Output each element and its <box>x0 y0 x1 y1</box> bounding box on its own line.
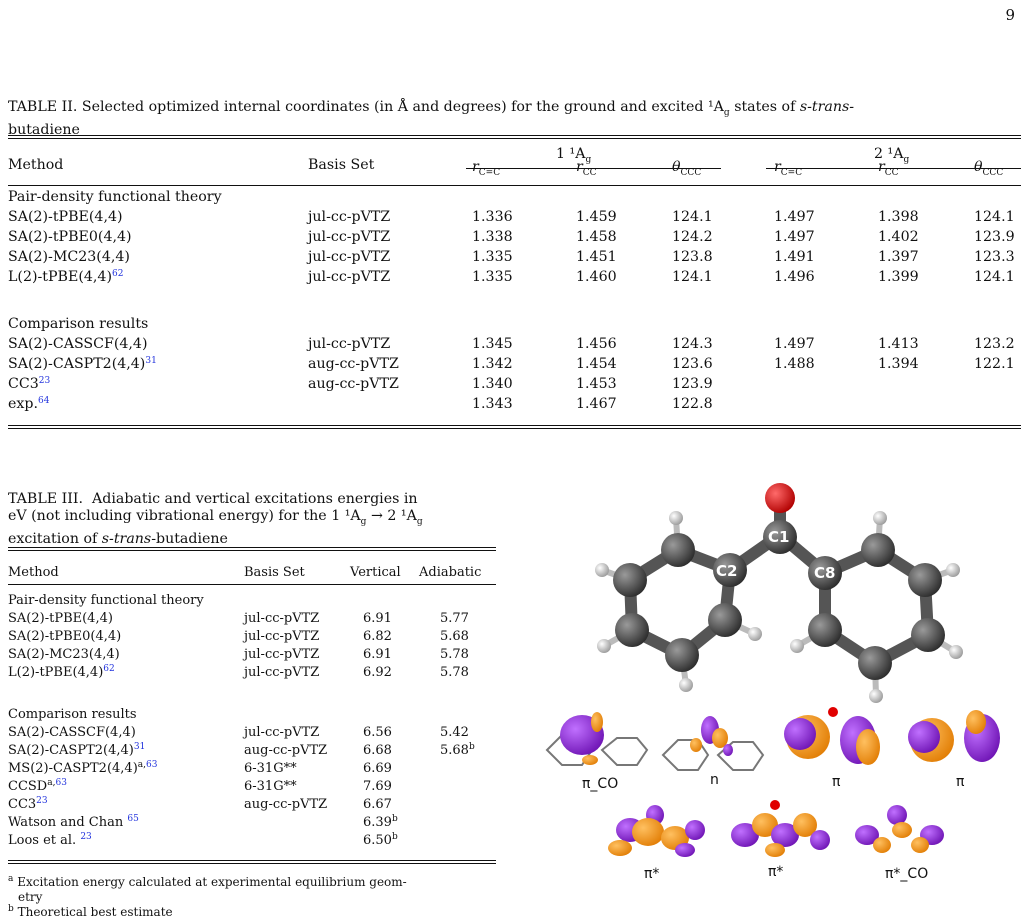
table3-row-vertical: 6.92 <box>363 665 392 680</box>
table3-row-vertical: 7.69 <box>363 779 392 794</box>
table3-row-basis: aug-cc-pVTZ <box>244 797 328 812</box>
table2-cell: 1.336 <box>472 209 513 225</box>
table2-cell: 123.6 <box>672 356 713 372</box>
table3-row-method: SA(2)-tPBE0(4,4) <box>8 629 122 644</box>
table2-cell: 1.488 <box>774 356 815 372</box>
table3-row-method: Watson and Chan $^{65}$ <box>8 814 139 830</box>
table3-row-vertical: 6.82 <box>363 629 392 644</box>
table3-col-vertical: Vertical <box>350 565 401 580</box>
table3-row-basis: 6-31G** <box>244 779 297 794</box>
table3-row-method: SA(2)-CASSCF(4,4) <box>8 725 136 740</box>
table2-cell: 1.451 <box>576 249 617 265</box>
table2-cell: 1.458 <box>576 229 617 245</box>
table3-row-adiabatic: 5.68 <box>440 629 469 644</box>
table3-row-method: SA(2)-CASPT2(4,4)$^{31}$ <box>8 742 146 758</box>
molecule-svg <box>520 470 1029 910</box>
table3-row-basis: jul-cc-pVTZ <box>244 725 320 740</box>
table2-row-basis: jul-cc-pVTZ <box>308 209 391 225</box>
table2-section-comparison: Comparison results <box>8 316 149 332</box>
table3-row-method: MS(2)-CASPT2(4,4)$^{a,63}$ <box>8 760 158 776</box>
table2-cell: 1.496 <box>774 269 815 285</box>
table3-row-vertical: 6.67 <box>363 797 392 812</box>
table2-section-pdft: Pair-density functional theory <box>8 189 222 205</box>
table2-row-method: SA(2)-tPBE0(4,4) <box>8 229 132 245</box>
table2-cell: 1.397 <box>878 249 919 265</box>
table2-cell: 123.9 <box>672 376 713 392</box>
orbital-label-pi-star-2: π* <box>768 864 784 880</box>
table2-row-method: SA(2)-CASSCF(4,4) <box>8 336 148 352</box>
table3-row-basis: jul-cc-pVTZ <box>244 647 320 662</box>
table3-row-vertical: 6.91 <box>363 647 392 662</box>
table3-row-method: Loos et al. $^{23}$ <box>8 832 92 848</box>
table2-cell: 122.8 <box>672 396 713 412</box>
table2-cell: 1.338 <box>472 229 513 245</box>
table2-cell: 1.491 <box>774 249 815 265</box>
table3-row-vertical: 6.69 <box>363 761 392 776</box>
table2-sub-rcc: $r_{CC}$ <box>576 159 597 178</box>
table2-caption-sub: g <box>723 107 730 118</box>
table2-sub-rcc-2: $r_{CC}$ <box>878 159 899 178</box>
benzophenone-figure <box>520 470 1029 910</box>
table2-cell: 1.454 <box>576 356 617 372</box>
table3-row-vertical: 6.91 <box>363 611 392 626</box>
table2-sub-theta-2: $\theta_{CCC}$ <box>974 159 1004 178</box>
orbital-label-pi-star-co: π*_CO <box>885 866 929 882</box>
atom-label-c1: C1 <box>768 528 790 546</box>
table2-col-basis: Basis Set <box>308 157 375 173</box>
table2-row-basis: jul-cc-pVTZ <box>308 249 391 265</box>
table3-row-method: CCSD$^{a,63}$ <box>8 778 67 794</box>
orbital-label-pi-star-1: π* <box>644 866 660 882</box>
table3-row-vertical: 6.68 <box>363 743 392 758</box>
table2-cell: 1.340 <box>472 376 513 392</box>
table2-cell: 1.497 <box>774 336 815 352</box>
table3-footnote-a: $^a$ Excitation energy calculated at experimental equilibrium geom- etry <box>8 874 407 904</box>
table2-caption-text: Selected optimized internal coordinates (in Å and degrees) for the ground and excited ¹A <box>81 99 724 115</box>
table2-cell: 1.335 <box>472 249 513 265</box>
table3 <box>8 547 496 867</box>
table2-caption-label: TABLE II. <box>8 99 78 115</box>
table2-cell: 1.460 <box>576 269 617 285</box>
table2-row-method: SA(2)-CASPT2(4,4)$^{31}$ <box>8 356 157 372</box>
orbital-label-pi-2: π <box>956 774 965 790</box>
table2-cell: 124.1 <box>672 269 713 285</box>
orbital-pi-1 <box>784 707 880 765</box>
table2-cell: 1.413 <box>878 336 919 352</box>
table3-row-method: SA(2)-tPBE(4,4) <box>8 611 113 626</box>
orbital-pi-star-2 <box>731 800 830 857</box>
table3-section-comparison: Comparison results <box>8 707 137 722</box>
table2-cell: 1.399 <box>878 269 919 285</box>
table3-row-basis: aug-cc-pVTZ <box>244 743 328 758</box>
table3-row-adiabatic: 5.42 <box>440 725 469 740</box>
table2-row-basis: jul-cc-pVTZ <box>308 269 391 285</box>
table2-cell: 1.342 <box>472 356 513 372</box>
table3-footnote-b: $^b$ Theoretical best estimate <box>8 904 173 919</box>
orbital-pi-star-co <box>855 805 944 853</box>
table3-section-pdft: Pair-density functional theory <box>8 593 204 608</box>
table2-cell: 1.453 <box>576 376 617 392</box>
table3-col-basis: Basis Set <box>244 565 305 580</box>
table2-cell: 124.1 <box>672 209 713 225</box>
table2-row-method: SA(2)-tPBE(4,4) <box>8 209 123 225</box>
orbital-pi-star-1 <box>608 805 705 857</box>
table2-cell: 1.456 <box>576 336 617 352</box>
table3-caption: TABLE III. Adiabatic and vertical excitations energies in eV (not including vibrational energy) for the 1 $^1A_g \to 2$ $^1A_g$ excitation of s-trans-butadiene <box>8 491 423 547</box>
table2-cell: 123.3 <box>974 249 1015 265</box>
table3-col-adiabatic: Adiabatic <box>419 565 482 580</box>
table2-group1: 1 $^1A_g$ <box>556 146 592 165</box>
table2-cell: 124.1 <box>974 209 1015 225</box>
table2-group2: 2 $^1A_g$ <box>874 146 910 165</box>
table2-cell: 1.343 <box>472 396 513 412</box>
table3-row-basis: jul-cc-pVTZ <box>244 665 320 680</box>
table2-cell: 122.1 <box>974 356 1015 372</box>
table3-col-method: Method <box>8 565 59 580</box>
table2-cell: 123.9 <box>974 229 1015 245</box>
table2-cell: 1.467 <box>576 396 617 412</box>
orbital-pi-co <box>547 712 647 765</box>
table3-row-vertical: 6.50$^b$ <box>363 832 398 848</box>
table2-row-basis: aug-cc-pVTZ <box>308 356 399 372</box>
orbital-label-pi-co: π_CO <box>582 776 619 792</box>
oxygen-atom <box>765 483 795 513</box>
table2-cell: 1.398 <box>878 209 919 225</box>
table3-caption-label: TABLE III. <box>8 491 83 507</box>
orbital-label-pi-1: π <box>832 774 841 790</box>
table2-sub-theta: $\theta_{CCC}$ <box>672 159 702 178</box>
page-number: 9 <box>1005 6 1015 24</box>
table3-row-method: CC3$^{23}$ <box>8 796 48 812</box>
table2-cell: 1.335 <box>472 269 513 285</box>
table3-row-adiabatic: 5.78 <box>440 665 469 680</box>
table2-col-method: Method <box>8 157 64 173</box>
table3-row-method: L(2)-tPBE(4,4)$^{62}$ <box>8 664 115 680</box>
table3-row-vertical: 6.39$^b$ <box>363 814 398 830</box>
table2-caption-text-b: states of <box>734 99 796 115</box>
table2-row-basis: aug-cc-pVTZ <box>308 376 399 392</box>
orbital-pi-2 <box>908 710 1000 762</box>
atom-label-c8: C8 <box>814 564 836 582</box>
table3-row-adiabatic: 5.68$^b$ <box>440 742 475 758</box>
table2-row-basis: jul-cc-pVTZ <box>308 336 391 352</box>
table2-row-method: SA(2)-MC23(4,4) <box>8 249 130 265</box>
table2-cell: 1.459 <box>576 209 617 225</box>
table2-cell: 1.402 <box>878 229 919 245</box>
table3-row-basis: jul-cc-pVTZ <box>244 611 320 626</box>
table2-row-basis: jul-cc-pVTZ <box>308 229 391 245</box>
table2-cell: 1.497 <box>774 209 815 225</box>
table3-row-basis: 6-31G** <box>244 761 297 776</box>
table2-cell: 1.497 <box>774 229 815 245</box>
table2-caption-italic: s-trans- <box>799 99 855 115</box>
table3-row-vertical: 6.56 <box>363 725 392 740</box>
table2-sub-rcc-double-2: $r_{C=C}$ <box>774 159 803 178</box>
table2-cell: 124.1 <box>974 269 1015 285</box>
table2-cell: 123.2 <box>974 336 1015 352</box>
orbital-label-n: n <box>710 772 719 788</box>
table2-row-method: L(2)-tPBE(4,4)$^{62}$ <box>8 269 124 285</box>
table2-caption <box>8 99 1021 139</box>
table2-cell: 124.3 <box>672 336 713 352</box>
table3-row-method: SA(2)-MC23(4,4) <box>8 647 120 662</box>
table2-cell: 1.345 <box>472 336 513 352</box>
table2-sub-rcc-double: $r_{C=C}$ <box>472 159 501 178</box>
orbital-n <box>663 716 763 770</box>
table2-cell: 1.394 <box>878 356 919 372</box>
table2-row-method: exp.$^{64}$ <box>8 396 50 412</box>
table2-cell: 123.8 <box>672 249 713 265</box>
table2-caption-line2: butadiene <box>8 121 80 138</box>
table3-row-basis: jul-cc-pVTZ <box>244 629 320 644</box>
atom-label-c2: C2 <box>716 562 738 580</box>
table3-row-adiabatic: 5.78 <box>440 647 469 662</box>
table2-row-method: CC3$^{23}$ <box>8 376 51 392</box>
table3-row-adiabatic: 5.77 <box>440 611 469 626</box>
table2-cell: 124.2 <box>672 229 713 245</box>
